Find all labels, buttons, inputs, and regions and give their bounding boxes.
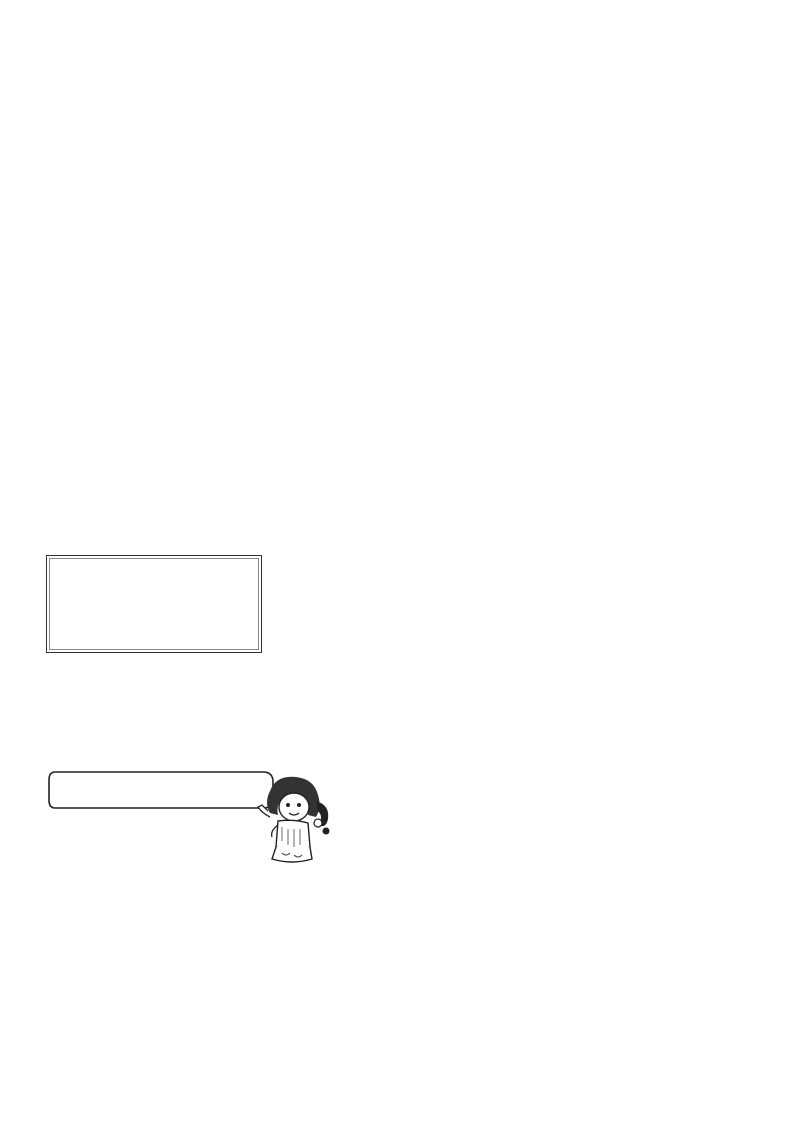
boys-row [0, 972, 794, 992]
translation-grid [0, 0, 794, 490]
girls-row [0, 1008, 794, 1028]
girl-illustration [248, 775, 338, 865]
boat-notice [46, 555, 262, 653]
boat-notice-inner [49, 558, 259, 650]
